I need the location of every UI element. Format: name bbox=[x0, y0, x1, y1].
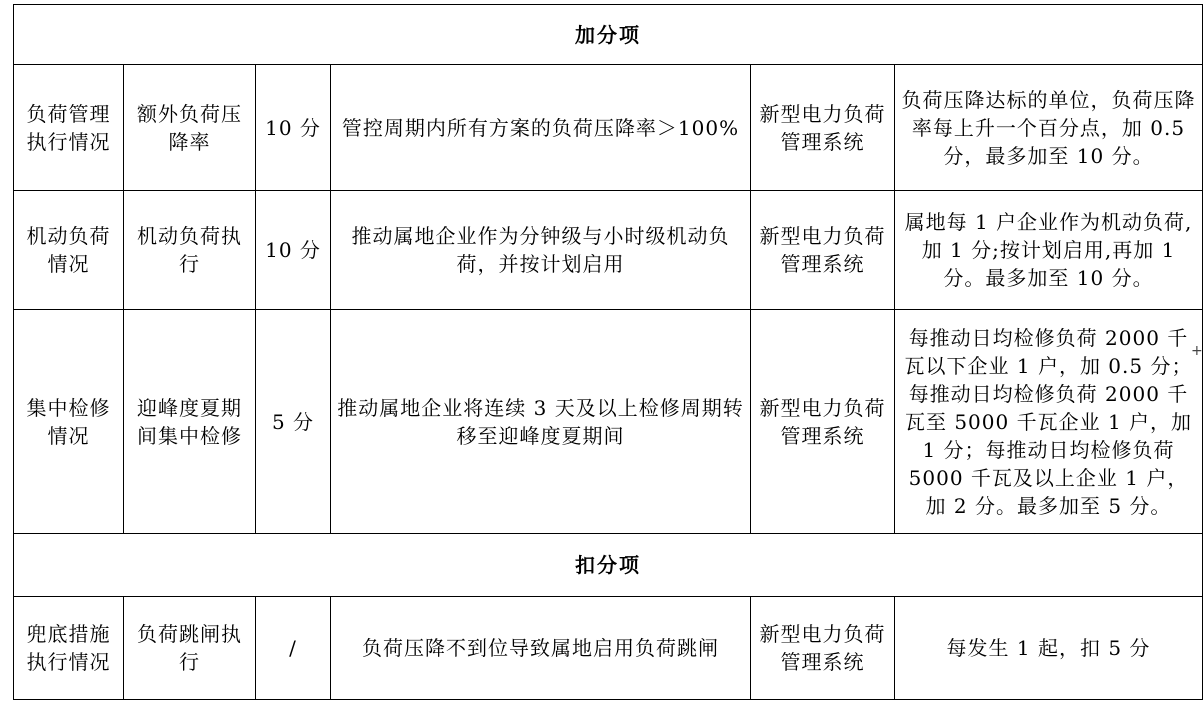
criterion-cell: 推动属地企业将连续 3 天及以上检修周期转移至迎峰度夏期间 bbox=[331, 310, 751, 534]
category-cell: 负荷管理执行情况 bbox=[14, 65, 124, 191]
category-cell: 集中检修情况 bbox=[14, 310, 124, 534]
table-row bbox=[14, 65, 1203, 191]
item-cell: 迎峰度夏期间集中检修 bbox=[124, 310, 256, 534]
criterion-cell: 管控周期内所有方案的负荷压降率＞100% bbox=[331, 65, 751, 191]
score-cell: 5 分 bbox=[256, 310, 331, 534]
score-cell: / bbox=[256, 597, 331, 700]
score-cell: 10 分 bbox=[256, 65, 331, 191]
scoring-rule-cell: 每推动日均检修负荷 2000 千瓦以下企业 1 户，加 0.5 分；每推动日均检修负荷 2000 千瓦至 5000 千瓦企业 1 户，加 1 分；每推动日均检修负荷 5000 千瓦及以上企业 1 户，加 2 分。最多加至 5 分。 bbox=[895, 310, 1203, 534]
criterion-cell: 负荷压降不到位导致属地启用负荷跳闸 bbox=[331, 597, 751, 700]
data-source-cell: 新型电力负荷管理系统 bbox=[751, 310, 895, 534]
scoring-rule-cell: 每发生 1 起，扣 5 分 bbox=[895, 597, 1203, 700]
item-cell: 机动负荷执行 bbox=[124, 191, 256, 310]
score-cell: 10 分 bbox=[256, 191, 331, 310]
table-row bbox=[14, 191, 1203, 310]
deduction-section-title: 扣分项 bbox=[14, 534, 1203, 597]
item-cell: 负荷跳闸执行 bbox=[124, 597, 256, 700]
scoring-rule-cell: 负荷压降达标的单位，负荷压降率每上升一个百分点，加 0.5 分，最多加至 10 分。 bbox=[895, 65, 1203, 191]
category-cell: 兜底措施执行情况 bbox=[14, 597, 124, 700]
data-source-cell: 新型电力负荷管理系统 bbox=[751, 191, 895, 310]
criterion-cell: 推动属地企业作为分钟级与小时级机动负荷，并按计划启用 bbox=[331, 191, 751, 310]
table-row bbox=[14, 310, 1203, 534]
scoring-rule-cell: 属地每 1 户企业作为机动负荷,加 1 分;按计划启用,再加 1 分。最多加至 10 分。 bbox=[895, 191, 1203, 310]
category-cell: 机动负荷情况 bbox=[14, 191, 124, 310]
data-source-cell: 新型电力负荷管理系统 bbox=[751, 65, 895, 191]
section-header-row bbox=[14, 5, 1203, 65]
section-header-row bbox=[14, 534, 1203, 597]
bonus-section-title: 加分项 bbox=[14, 5, 1203, 65]
table-row bbox=[14, 597, 1203, 700]
item-cell: 额外负荷压降率 bbox=[124, 65, 256, 191]
scoring-table-sheet bbox=[13, 4, 1202, 700]
data-source-cell: 新型电力负荷管理系统 bbox=[751, 597, 895, 700]
page-edge-mark: + bbox=[1191, 343, 1203, 359]
scoring-table bbox=[13, 4, 1203, 700]
